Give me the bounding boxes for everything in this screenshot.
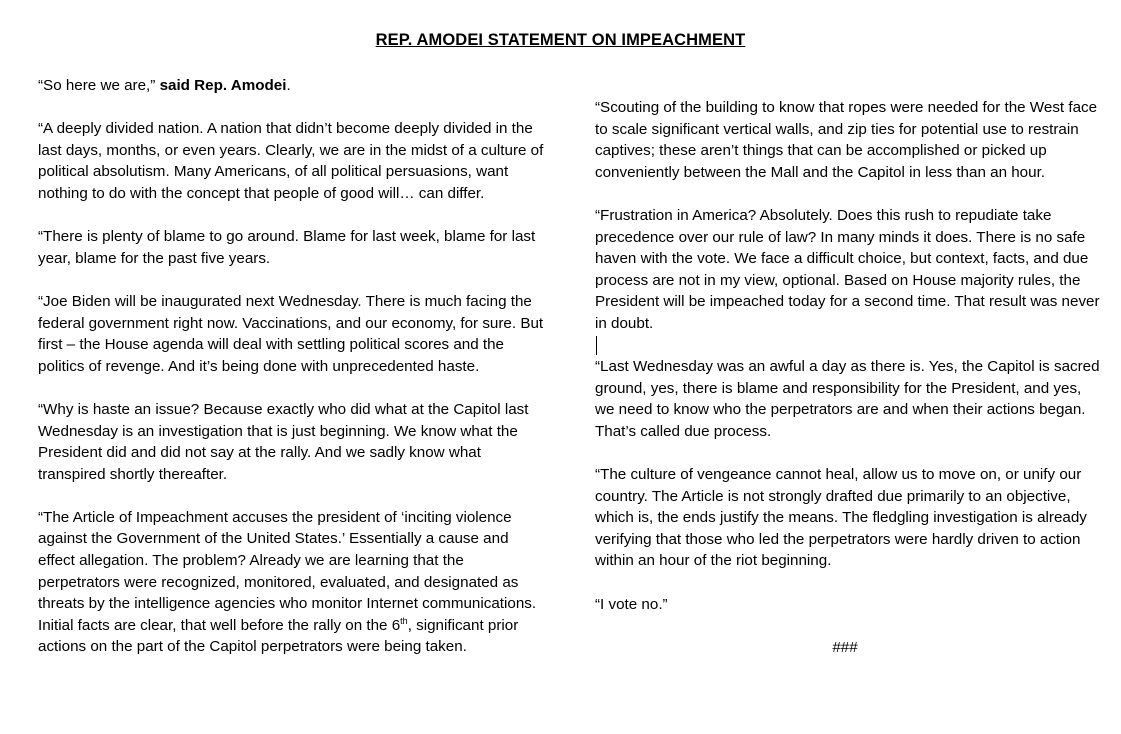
paragraph: “Why is haste an issue? Because exactly who did what at the Capitol last Wednesday is an investigation that is just beginning. We know what the President did and did not say at the rally. And we sadly know what transpired shortly thereafter. — [38, 400, 529, 483]
paragraph: “Last Wednesday was an awful a day as there is. Yes, the Capitol is sacred ground, yes, there is blame and responsibility for the President, and yes, we need to know who the perpetrators are and when their actions began. That’s called due process. — [595, 358, 1100, 440]
text-cursor[interactable] — [596, 336, 597, 355]
intro-end: . — [286, 77, 291, 94]
paragraph: “There is plenty of blame to go around. Blame for last week, blame for last year, blame for the past five years. — [38, 228, 536, 267]
intro-paragraph — [38, 75, 544, 97]
paragraph: “Joe Biden will be inaugurated next Wednesday. There is much facing the federal government right now. Vaccinations, and our economy, for sure. But first – the House agenda will deal with settling political scores and the politics of revenge. And it’s being done with unprecedented haste. — [38, 292, 544, 375]
paragraph: “A deeply divided nation. A nation that didn’t become deeply divided in the last days, months, or even years. Clearly, we are in the midst of a culture of political absolutism. Many Americans, of all political persuasions, want nothing to do with the concept that people of good will… can differ. — [38, 120, 544, 202]
paragraph-impeachment-article — [38, 507, 544, 658]
right-column — [595, 97, 1101, 680]
document-title: REP. AMODEI STATEMENT ON IMPEACHMENT — [375, 31, 746, 49]
intro-quote: “So here we are,” — [38, 77, 160, 94]
paragraph-text: , significant prior actions on the part of the Capitol perpetrators were being taken. — [38, 616, 519, 656]
paragraph: “The culture of vengeance cannot heal, allow us to move on, or unify our country. The Article is not strongly drafted due primarily to an objective, which is, the ends justify the means. The fledgling investigation is already verifying that those who led the perpetrators were hardly driven to action within an hour of the riot beginning. — [595, 466, 1087, 570]
paragraph-text: “The Article of Impeachment accuses the president of ‘inciting violence against the Government of the United States.’ Essentially a cause and effect allegation. The problem? Already we are learning that the perpetrators were recognized, monitored, evaluated, and designated as threats by the intelligence agencies who monitor Internet communications. Initial facts are clear, that well before the rally on the 6 — [38, 508, 537, 634]
paragraph: “Frustration in America? Absolutely. Does this rush to repudiate take precedence over our rule of law? In many minds it does. There is no safe haven with the vote. We face a difficult choice, but context, facts, and due process are not in my view, optional. Based on House majority rules, the President will be impeached today for a second time. That result was never in doubt. — [595, 206, 1100, 332]
paragraph: “Scouting of the building to know that ropes were needed for the West face to scale significant vertical walls, and zip ties for potential use to restrain captives; these aren’t things that can be accomplished or picked up conveniently between the Mall and the Capitol in less than an hour. — [595, 99, 1098, 181]
intro-speaker: said Rep. Amodei — [159, 77, 287, 94]
end-mark: ### — [832, 638, 858, 656]
ordinal-superscript: th — [400, 615, 408, 626]
paragraph: “I vote no.” — [595, 595, 668, 613]
left-column — [38, 75, 544, 680]
